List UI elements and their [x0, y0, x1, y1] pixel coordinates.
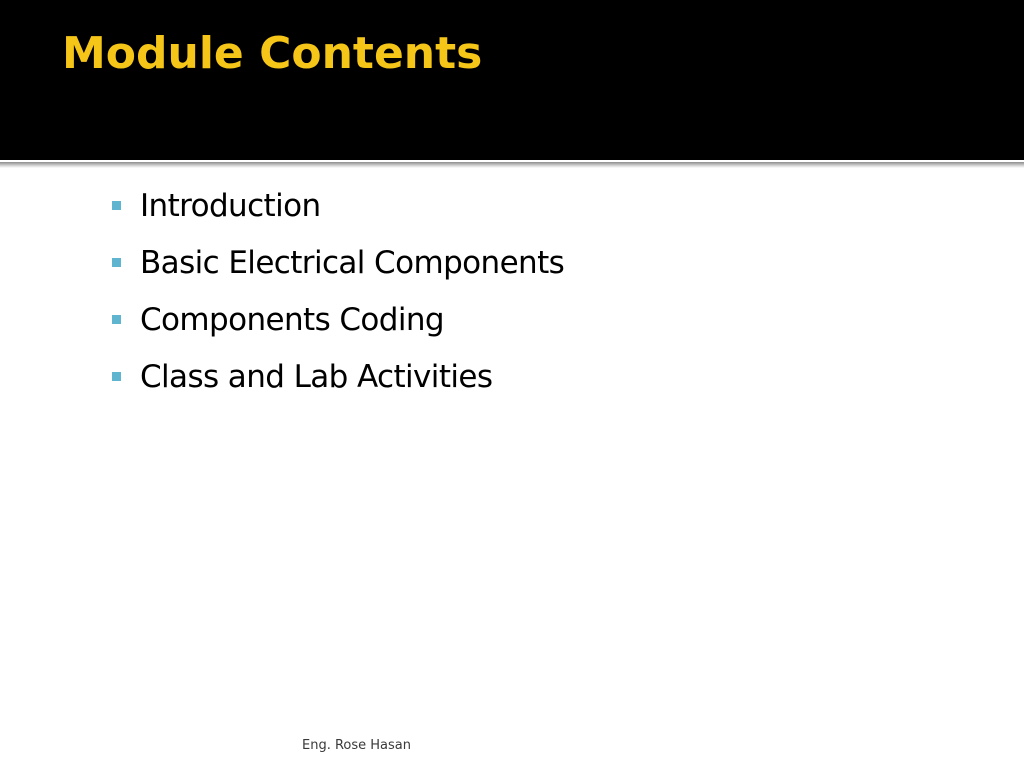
- bullet-text: Basic Electrical Components: [140, 245, 565, 281]
- square-bullet-icon: [112, 372, 121, 381]
- bullet-text: Introduction: [140, 188, 321, 224]
- square-bullet-icon: [112, 315, 121, 324]
- slide-title: Module Contents: [62, 28, 483, 79]
- slide-footer: Eng. Rose Hasan: [302, 738, 411, 753]
- square-bullet-icon: [112, 201, 121, 210]
- bullet-text: Class and Lab Activities: [140, 359, 493, 395]
- bullet-text: Components Coding: [140, 302, 445, 338]
- title-divider: [0, 160, 1024, 168]
- title-band: [0, 0, 1024, 160]
- square-bullet-icon: [112, 258, 121, 267]
